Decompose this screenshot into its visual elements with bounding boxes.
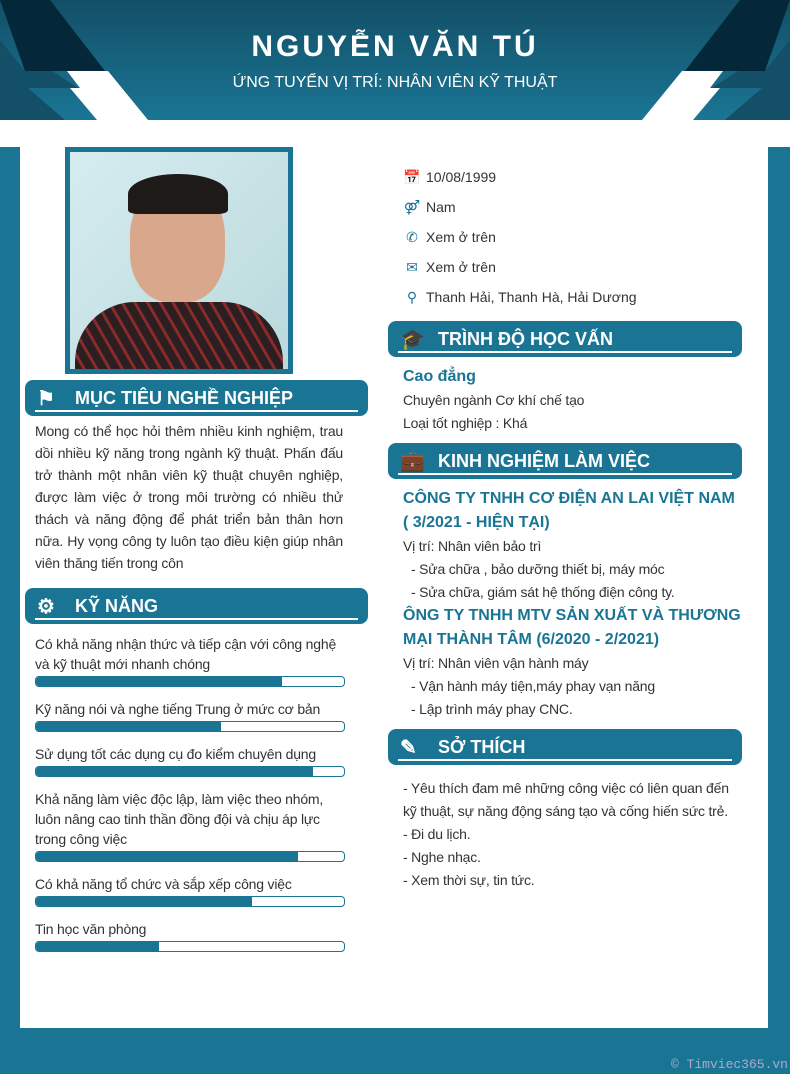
job-item	[403, 487, 742, 604]
degree: Cao đẳng	[403, 368, 476, 385]
location-icon: ⚲	[406, 288, 418, 305]
job-task: - Lập trình máy phay CNC.	[411, 701, 573, 717]
job-role: Vị trí: Nhân viên bảo trì	[403, 538, 542, 554]
skill-label: Có khả năng nhận thức và tiếp cận với công nghệ và kỹ thuật mới nhanh chóng	[35, 636, 337, 672]
skill-bar	[35, 766, 345, 777]
flag-icon: ⚑	[37, 388, 55, 410]
skill-bar-fill	[36, 897, 252, 906]
right-column	[388, 162, 742, 900]
skill-item	[35, 919, 345, 952]
info-item: 📅 10/08/1999	[403, 168, 497, 185]
skill-item	[35, 874, 345, 907]
hobby-item: - Đi du lịch.	[403, 826, 471, 842]
info-item: ⚤ Nam	[403, 198, 456, 215]
skill-label: Tin học văn phòng	[35, 921, 147, 937]
skill-label: Sử dụng tốt các dụng cụ đo kiểm chuyên dụng	[35, 746, 316, 762]
objective-text: Mong có thể học hỏi thêm nhiều kinh nghiệm, trau dồi nhiều kỹ năng trong ngành kỹ thuật. Phấn đấu trở thành một nhân viên kỹ thuật chuyên nghiệp, được làm việc ở trong môi trường có nhiều thử thách và năng động để phát triển bản thân hơn nữa. Hy vọng công ty luôn tạo điều kiện giúp nhân viên thăng tiến trong côn	[35, 423, 343, 571]
skill-bar	[35, 851, 345, 862]
grade: Loại tốt nghiệp : Khá	[403, 415, 528, 431]
job-company: CÔNG TY TNHH CƠ ĐIỆN AN LAI VIỆT NAM ( 3/2021 - HIỆN TẠI)	[403, 490, 735, 531]
phone-icon: ✆	[406, 228, 418, 245]
skill-bar-fill	[36, 767, 313, 776]
email-icon: ✉	[406, 258, 418, 275]
briefcase-icon: 💼	[400, 451, 425, 473]
hobby-item: - Yêu thích đam mê những công việc có liên quan đến kỹ thuật, sự năng động sáng tạo và cống hiến sức trẻ.	[403, 780, 729, 819]
skill-bar	[35, 941, 345, 952]
skill-bar	[35, 721, 345, 732]
job-task: - Sửa chữa , bảo dưỡng thiết bị, máy móc	[411, 561, 665, 577]
job-item	[403, 604, 742, 721]
skills-list	[25, 624, 368, 964]
job-role: Vị trí: Nhân viên vận hành máy	[403, 655, 589, 671]
watermark: © Timviec365.vn	[670, 1057, 788, 1072]
skill-bar	[35, 896, 345, 907]
info-item: ⚲ Thanh Hải, Thanh Hà, Hải Dương	[388, 282, 742, 312]
skill-label: Kỹ năng nói và nghe tiếng Trung ở mức cơ bản	[35, 701, 321, 717]
job-company: ÔNG TY TNHH MTV SẢN XUẤT VÀ THƯƠNG MẠI THÀNH TÂM (6/2020 - 2/2021)	[403, 607, 741, 648]
info-item: ✉ Xem ở trên	[388, 252, 742, 282]
info-item: ✆ Xem ở trên	[388, 222, 742, 252]
hobby-item: - Nghe nhạc.	[403, 849, 481, 865]
job-task: - Vận hành máy tiện,máy phay vạn năng	[411, 678, 655, 694]
education-header: 🎓 TRÌNH ĐỘ HỌC VẤN	[388, 321, 742, 357]
hobbies-list	[388, 765, 742, 900]
edit-icon: ✎	[400, 737, 417, 759]
skill-label: Có khả năng tổ chức và sắp xếp công việc	[35, 876, 292, 892]
hobbies-header: ✎ SỞ THÍCH	[388, 729, 742, 765]
graduation-cap-icon: 🎓	[400, 329, 425, 351]
skill-bar	[35, 676, 345, 687]
major: Chuyên ngành Cơ khí chế tạo	[403, 392, 585, 408]
skills-header: ⚙ KỸ NĂNG	[25, 588, 368, 624]
experience-header: 💼 KINH NGHIỆM LÀM VIỆC	[388, 443, 742, 479]
hobby-item: - Xem thời sự, tin tức.	[403, 872, 535, 888]
candidate-name: NGUYỄN VĂN TÚ	[251, 30, 539, 63]
profile-photo	[65, 147, 293, 374]
job-task: - Sửa chữa, giám sát hệ thống điện công ty.	[411, 584, 675, 600]
left-column	[25, 380, 368, 964]
skills-icon: ⚙	[37, 596, 55, 618]
experience-list	[388, 479, 742, 729]
skill-item	[35, 789, 345, 862]
skill-item	[35, 699, 345, 732]
personal-info	[388, 162, 742, 312]
skill-item	[35, 744, 345, 777]
skill-bar-fill	[36, 677, 282, 686]
education-content	[388, 357, 742, 443]
skill-bar-fill	[36, 942, 159, 951]
skill-bar-fill	[36, 722, 221, 731]
applied-position: ỨNG TUYỂN VỊ TRÍ: NHÂN VIÊN KỸ THUẬT	[232, 74, 558, 91]
skill-item	[35, 634, 345, 687]
skill-bar-fill	[36, 852, 298, 861]
calendar-icon: 📅	[403, 168, 421, 185]
gender-icon: ⚤	[403, 198, 421, 215]
objective-header: ⚑ MỤC TIÊU NGHỀ NGHIỆP	[25, 380, 368, 416]
header	[0, 0, 790, 147]
skill-label: Khả năng làm việc độc lập, làm việc theo nhóm, luôn nâng cao tinh thần đồng đội và chịu áp lực trong công việc	[35, 791, 324, 847]
